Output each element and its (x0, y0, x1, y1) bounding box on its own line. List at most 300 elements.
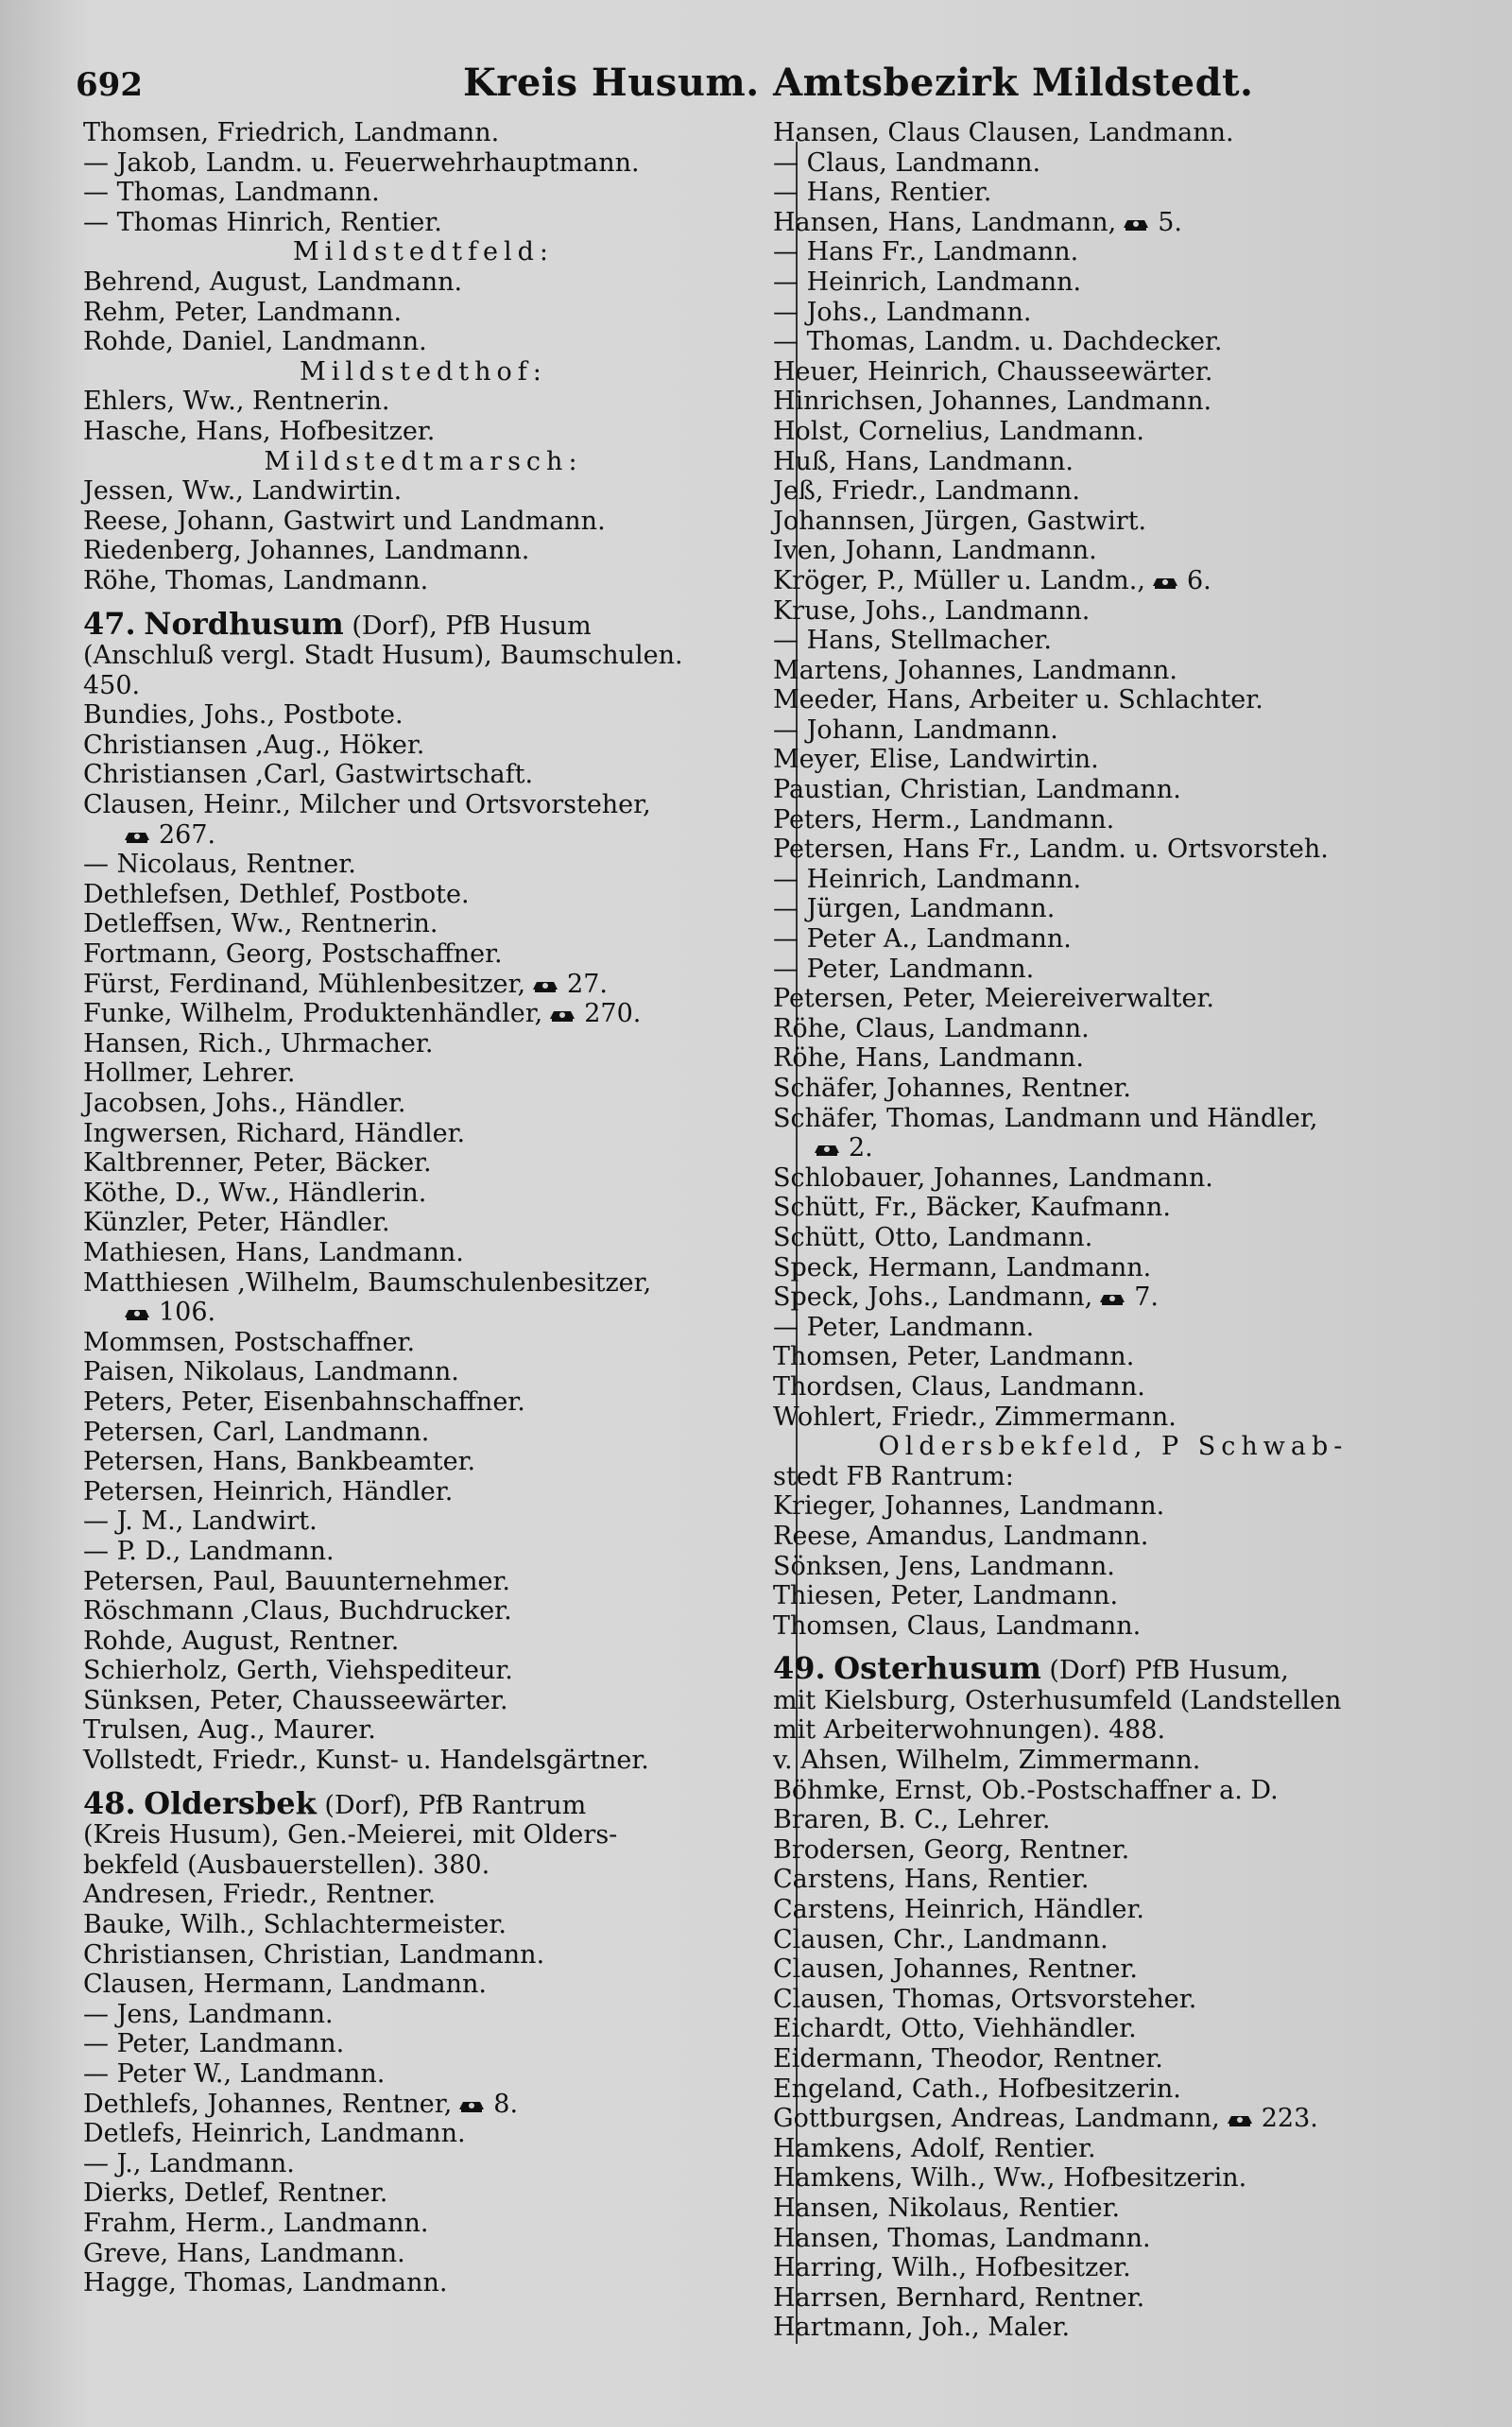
entry-text: Hartmann, Joh., Maler. (773, 2313, 1071, 2343)
directory-entry (83, 1506, 764, 1537)
entry-text: Thomsen, Peter, Landmann. (773, 1342, 1135, 1372)
telephone-icon (1226, 2112, 1254, 2127)
directory-entry (83, 1970, 764, 2000)
entry-text: Sönksen, Jens, Landmann. (773, 1551, 1115, 1581)
entry-text: Andresen, Friedr., Rentner. (83, 1880, 437, 1910)
directory-entry (773, 1954, 1453, 1985)
entry-text: Holst, Cornelius, Landmann. (773, 416, 1144, 446)
entry-text: Matthiesen ,Wilhelm, Baumschulenbesitzer, (83, 1267, 652, 1298)
entry-text: Christiansen ,Carl, Gastwirtschaft. (83, 760, 534, 790)
entry-text: — Claus, Landmann. (773, 147, 1041, 178)
section-place: Nordhusum (144, 605, 344, 642)
entry-text: — Thomas Hinrich, Rentier. (83, 207, 442, 237)
directory-entry (773, 1133, 1453, 1163)
entry-text: Fürst, Ferdinand, Mühlenbesitzer, (83, 969, 526, 999)
entry-text: Clausen, Chr., Landmann. (773, 1924, 1108, 1954)
directory-entry (773, 805, 1453, 835)
directory-entry (773, 1104, 1453, 1134)
directory-entry (773, 1282, 1453, 1313)
telephone-icon (813, 1142, 841, 1157)
directory-entry (83, 1148, 764, 1179)
entry-text: Schütt, Otto, Landmann. (773, 1222, 1093, 1252)
section-desc: (Anschluß vergl. Stadt Husum), Baumschulen. (83, 641, 683, 671)
section-desc: (Kreis Husum), Gen.-Meierei, mit Olders- (83, 1820, 618, 1850)
directory-entry (83, 1537, 764, 1567)
entry-text: Carstens, Hans, Rentier. (773, 1865, 1090, 1895)
directory-entry (83, 1357, 764, 1387)
entry-text: — Heinrich, Landmann. (773, 864, 1082, 894)
directory-entry (773, 387, 1453, 417)
directory-entry (83, 1387, 764, 1418)
entry-text: Mildstedthof: (300, 356, 547, 387)
entry-text: Brodersen, Georg, Rentner. (773, 1834, 1130, 1865)
entry-text: — Nicolaus, Rentner. (83, 850, 356, 880)
entry-text: Hagge, Thomas, Landmann. (83, 2268, 448, 2298)
directory-entry (773, 148, 1453, 179)
directory-entry (83, 1328, 764, 1358)
entry-text: Röschmann ,Claus, Buchdrucker. (83, 1596, 512, 1627)
directory-entry (773, 1403, 1453, 1433)
directory-entry (83, 700, 764, 731)
directory-entry (83, 1029, 764, 1059)
directory-entry (773, 656, 1453, 686)
directory-entry (83, 1686, 764, 1716)
telephone-number: 223. (1261, 2104, 1318, 2134)
directory-entry (773, 894, 1453, 924)
directory-entry (83, 790, 764, 820)
telephone-icon (1151, 575, 1179, 590)
entry-text: Christiansen ,Aug., Höker. (83, 730, 425, 760)
entry-text: — P. D., Landmann. (83, 1536, 335, 1566)
entry-text: Braren, B. C., Lehrer. (773, 1805, 1051, 1835)
section-place: Oldersbek (144, 1784, 317, 1821)
directory-entry (83, 1656, 764, 1686)
directory-entry (773, 2074, 1453, 2105)
entry-text: Dethlefs, Johannes, Rentner, (83, 2089, 453, 2119)
entry-text: Rohde, Daniel, Landmann. (83, 327, 427, 357)
telephone-number: 270. (584, 999, 642, 1029)
directory-entry (773, 1193, 1453, 1223)
entry-text: Röhe, Thomas, Landmann. (83, 565, 429, 595)
entry-text: Petersen, Paul, Bauunternehmer. (83, 1566, 510, 1596)
entry-text: Petersen, Carl, Landmann. (83, 1417, 430, 1447)
section-desc: bekfeld (Ausbauerstellen). 380. (83, 1850, 490, 1880)
directory-entry (773, 1835, 1453, 1866)
directory-entry (773, 1372, 1453, 1403)
directory-entry (773, 536, 1453, 566)
entry-text: Speck, Hermann, Landmann. (773, 1252, 1152, 1282)
directory-entry (773, 1895, 1453, 1925)
entry-text: Thomsen, Friedrich, Landmann. (83, 118, 500, 147)
directory-entry (83, 1298, 764, 1328)
directory-entry (773, 1462, 1453, 1492)
directory-entry (773, 208, 1453, 238)
entry-text: Eidermann, Theodor, Rentner. (773, 2044, 1163, 2074)
directory-entry (83, 1940, 764, 1971)
entry-text: Jeß, Friedr., Landmann. (773, 476, 1080, 507)
entry-text: — Thomas, Landm. u. Dachdecker. (773, 327, 1223, 357)
directory-entry (83, 2119, 764, 2149)
entry-text: Clausen, Hermann, Landmann. (83, 1970, 488, 2000)
right-column (773, 118, 1453, 2343)
entry-text: Behrend, August, Landmann. (83, 267, 463, 297)
entry-text: Harrsen, Bernhard, Rentner. (773, 2282, 1145, 2313)
section-place: Osterhusum (833, 1650, 1041, 1687)
entry-text: Funke, Wilhelm, Produktenhändler, (83, 999, 543, 1029)
entry-text: Hansen, Claus Clausen, Landmann. (773, 118, 1234, 147)
section-47-head (83, 605, 764, 701)
directory-entry (83, 2268, 764, 2298)
directory-entry (83, 298, 764, 328)
section-49-head (773, 1650, 1453, 1746)
entry-text: Petersen, Hans, Bankbeamter. (83, 1447, 476, 1477)
left-entries (83, 118, 764, 596)
entry-text: Wohlert, Friedr., Zimmermann. (773, 1402, 1177, 1432)
entry-text: Kröger, P., Müller u. Landm., (773, 565, 1145, 595)
directory-entry (773, 1014, 1453, 1044)
section-desc: (Dorf), PfB Husum (352, 611, 592, 641)
entry-text: Iven, Johann, Landmann. (773, 536, 1097, 566)
directory-entry (83, 208, 764, 238)
entry-text: Rehm, Peter, Landmann. (83, 297, 403, 327)
entry-text: Gottburgsen, Andreas, Landmann, (773, 2104, 1220, 2134)
directory-entry (773, 2044, 1453, 2074)
entry-text: Carstens, Heinrich, Händler. (773, 1895, 1144, 1925)
directory-entry (773, 327, 1453, 357)
directory-entry (773, 955, 1453, 985)
telephone-icon (123, 829, 151, 844)
entry-text: Sünksen, Peter, Chausseewärter. (83, 1685, 508, 1715)
telephone-number: 5. (1158, 207, 1182, 237)
directory-entry (773, 2014, 1453, 2044)
entry-text: Hansen, Hans, Landmann, (773, 207, 1117, 237)
right-entries (773, 118, 1453, 1641)
entry-text: — Jakob, Landm. u. Feuerwehrhauptmann. (83, 147, 640, 178)
entry-text: Schierholz, Gerth, Viehspediteur. (83, 1656, 513, 1686)
entry-text: Greve, Hans, Landmann. (83, 2238, 405, 2268)
directory-entry (83, 731, 764, 761)
entry-text: Engeland, Cath., Hofbesitzerin. (773, 2074, 1181, 2104)
directory-entry (83, 566, 764, 596)
entry-text: Rohde, August, Rentner. (83, 1626, 400, 1656)
directory-entry (83, 970, 764, 1000)
section-desc: (Dorf), PfB Rantrum (324, 1790, 587, 1820)
entry-text: Christiansen, Christian, Landmann. (83, 1939, 545, 1970)
directory-entry (773, 1985, 1453, 2015)
telephone-icon (123, 1306, 151, 1321)
entry-text: Schlobauer, Johannes, Landmann. (773, 1162, 1213, 1193)
directory-entry (773, 1776, 1453, 1806)
section-desc: (Dorf) PfB Husum, (1049, 1656, 1289, 1686)
entry-text: stedt FB Rantrum: (773, 1461, 1014, 1491)
entry-text: Clausen, Heinr., Milcher und Ortsvorsteher, (83, 790, 651, 820)
entry-text: Ingwersen, Richard, Händler. (83, 1118, 466, 1148)
directory-entry (83, 2209, 764, 2239)
directory-entry (773, 1552, 1453, 1582)
directory-entry (773, 417, 1453, 447)
entry-text: Krieger, Johannes, Landmann. (773, 1491, 1165, 1522)
entry-text: Speck, Johs., Landmann, (773, 1282, 1093, 1313)
directory-entry (773, 2283, 1453, 2314)
directory-entry (773, 2224, 1453, 2254)
entry-text: Bauke, Wilh., Schlachtermeister. (83, 1910, 507, 1940)
directory-entry (773, 1223, 1453, 1253)
entry-text: Petersen, Heinrich, Händler. (83, 1476, 454, 1506)
directory-entry (83, 178, 764, 208)
directory-entry (773, 447, 1453, 477)
entry-text: — Thomas, Landmann. (83, 178, 380, 208)
directory-entry (773, 596, 1453, 627)
entry-text: v. Ahsen, Wilhelm, Zimmermann. (773, 1746, 1201, 1776)
section-number: 49. (773, 1650, 826, 1687)
directory-entry (83, 1089, 764, 1119)
directory-entry (773, 626, 1453, 656)
entry-text: Frahm, Herm., Landmann. (83, 2208, 429, 2238)
directory-entry (83, 1238, 764, 1268)
directory-entry (83, 2239, 764, 2269)
directory-entry (773, 357, 1453, 387)
directory-entry (773, 1491, 1453, 1522)
entry-text: — Johann, Landmann. (773, 714, 1058, 745)
entry-text: Clausen, Johannes, Rentner. (773, 1954, 1138, 1985)
directory-entry (773, 1925, 1453, 1955)
entry-text: Clausen, Thomas, Ortsvorsteher. (773, 1984, 1197, 2014)
entry-text: Jacobsen, Johs., Händler. (83, 1089, 406, 1118)
directory-entry (83, 2000, 764, 2030)
directory-entry (773, 1746, 1453, 1776)
directory-entry (773, 178, 1453, 208)
directory-entry (83, 148, 764, 179)
directory-entry (83, 1627, 764, 1657)
section-48-head (83, 1784, 764, 1881)
directory-entry (83, 1447, 764, 1477)
directory-entry (773, 2134, 1453, 2164)
entry-text: Johannsen, Jürgen, Gastwirt. (773, 506, 1147, 536)
entry-text: Mildstedtmarsch: (264, 446, 583, 476)
directory-entry (83, 327, 764, 357)
entry-text: — J., Landmann. (83, 2148, 295, 2178)
directory-entry (83, 1567, 764, 1597)
directory-entry (83, 476, 764, 507)
entry-text: Dethlefsen, Dethlef, Postbote. (83, 879, 470, 909)
directory-entry (83, 820, 764, 851)
directory-entry (773, 685, 1453, 715)
directory-entry (83, 2059, 764, 2090)
directory-entry (773, 2313, 1453, 2343)
entry-text: Eichardt, Otto, Viehhändler. (773, 2014, 1137, 2044)
directory-entry (773, 1313, 1453, 1343)
directory-entry (83, 760, 764, 790)
entry-text: Paisen, Nikolaus, Landmann. (83, 1357, 459, 1387)
directory-entry (83, 536, 764, 566)
section-47-entries (83, 700, 764, 1775)
entry-text: Hamkens, Adolf, Rentier. (773, 2133, 1096, 2163)
entry-text: Künzler, Peter, Händler. (83, 1208, 390, 1238)
entry-text: — Jürgen, Landmann. (773, 894, 1056, 924)
entry-text: Martens, Johannes, Landmann. (773, 655, 1177, 685)
entry-text: Reese, Amandus, Landmann. (773, 1521, 1149, 1551)
entry-text: Röhe, Claus, Landmann. (773, 1013, 1090, 1043)
section-49-entries (773, 1746, 1453, 2343)
telephone-number: 7. (1134, 1282, 1160, 1313)
directory-entry (773, 715, 1453, 746)
entry-text: Hansen, Nikolaus, Rentier. (773, 2193, 1121, 2223)
directory-entry (83, 1268, 764, 1299)
entry-text: Riedenberg, Johannes, Landmann. (83, 536, 530, 566)
entry-text: 2. (849, 1133, 873, 1163)
directory-entry (773, 1522, 1453, 1552)
directory-entry (773, 2163, 1453, 2194)
entry-text: Meyer, Elise, Landwirtin. (773, 745, 1099, 775)
subsection-heading (83, 237, 764, 267)
entry-text: Fortmann, Georg, Postschaffner. (83, 939, 503, 970)
section-desc: mit Kielsburg, Osterhusumfeld (Landstellen (773, 1685, 1342, 1715)
directory-entry (83, 2149, 764, 2179)
entry-text: Thomsen, Claus, Landmann. (773, 1610, 1142, 1641)
subsection-heading (83, 447, 764, 477)
entry-text: — Peter, Landmann. (773, 954, 1035, 984)
directory-entry (773, 1865, 1453, 1895)
entry-text: Mildstedtfeld: (292, 237, 554, 267)
entry-text: Hollmer, Lehrer. (83, 1059, 296, 1089)
entry-text: Heuer, Heinrich, Chausseewärter. (773, 356, 1213, 387)
directory-entry (773, 1342, 1453, 1372)
directory-entry (773, 267, 1453, 298)
directory-entry (773, 2104, 1453, 2134)
directory-entry (773, 1163, 1453, 1194)
entry-text: Peters, Herm., Landmann. (773, 804, 1115, 835)
entry-text: Röhe, Hans, Landmann. (773, 1043, 1084, 1074)
directory-entry (773, 237, 1453, 267)
entry-text: Mathiesen, Hans, Landmann. (83, 1237, 464, 1267)
directory-entry (83, 1880, 764, 1910)
telephone-icon (1098, 1291, 1126, 1306)
entry-text: Hansen, Rich., Uhrmacher. (83, 1028, 434, 1059)
directory-entry (83, 1477, 764, 1507)
entry-text: Peters, Peter, Eisenbahnschaffner. (83, 1386, 525, 1417)
entry-text: Detlefs, Heinrich, Landmann. (83, 2119, 466, 2149)
directory-entry (773, 984, 1453, 1014)
directory-entry (773, 1253, 1453, 1283)
entry-text: Schäfer, Johannes, Rentner. (773, 1074, 1131, 1103)
subsection-heading (773, 1432, 1453, 1462)
directory-entry (83, 1746, 764, 1776)
entry-text: — J. M., Landwirt. (83, 1506, 318, 1537)
entry-text: — Hans, Stellmacher. (773, 626, 1052, 656)
entry-text: 267. (159, 819, 216, 850)
entry-text: Schütt, Fr., Bäcker, Kaufmann. (773, 1193, 1171, 1223)
section-desc: mit Arbeiterwohnungen). 488. (773, 1715, 1166, 1746)
directory-entry (773, 1074, 1453, 1104)
directory-entry (83, 1179, 764, 1209)
entry-text: Paustian, Christian, Landmann. (773, 775, 1181, 805)
directory-entry (773, 507, 1453, 537)
running-head: Kreis Husum. Amtsbezirk Mildstedt. (463, 60, 1254, 105)
directory-entry (83, 1910, 764, 1940)
directory-entry (83, 507, 764, 537)
directory-entry (83, 1418, 764, 1448)
entry-text: Thiesen, Peter, Landmann. (773, 1581, 1119, 1611)
entry-text: — Johs., Landmann. (773, 297, 1032, 327)
page-header (76, 55, 1455, 108)
directory-entry (773, 835, 1453, 865)
section-desc: 450. (83, 670, 141, 700)
directory-entry (773, 1581, 1453, 1611)
entry-text: Hinrichsen, Johannes, Landmann. (773, 387, 1212, 417)
section-number: 47. (83, 605, 136, 642)
entry-text: Jessen, Ww., Landwirtin. (83, 476, 403, 507)
directory-entry (83, 880, 764, 910)
directory-entry (83, 2178, 764, 2209)
entry-text: Kaltbrenner, Peter, Bäcker. (83, 1148, 432, 1179)
section-number: 48. (83, 1784, 136, 1821)
entry-text: Detleffsen, Ww., Rentnerin. (83, 909, 438, 939)
directory-entry (773, 1043, 1453, 1074)
entry-text: Köthe, D., Ww., Händlerin. (83, 1178, 427, 1208)
entry-text: Böhmke, Ernst, Ob.-Postschaffner a. D. (773, 1775, 1279, 1805)
directory-entry (83, 1208, 764, 1238)
entry-text: Petersen, Hans Fr., Landm. u. Ortsvorsteh. (773, 835, 1329, 865)
entry-text: Harring, Wilh., Hofbesitzer. (773, 2253, 1131, 2283)
directory-entry (773, 118, 1453, 148)
directory-entry (773, 1805, 1453, 1835)
directory-entry (83, 417, 764, 447)
entry-text: Trulsen, Aug., Maurer. (83, 1715, 376, 1746)
directory-entry (83, 267, 764, 298)
telephone-icon (531, 978, 559, 993)
telephone-icon (457, 2098, 486, 2113)
entry-text: Hamkens, Wilh., Ww., Hofbesitzerin. (773, 2163, 1247, 2194)
entry-text: Ehlers, Ww., Rentnerin. (83, 387, 390, 417)
directory-entry (773, 924, 1453, 955)
entry-text: — Hans Fr., Landmann. (773, 237, 1079, 267)
directory-entry (83, 118, 764, 148)
entry-text: — Peter A., Landmann. (773, 924, 1072, 955)
entry-text: — Peter, Landmann. (83, 2029, 345, 2059)
entry-text: Bundies, Johs., Postbote. (83, 700, 404, 731)
directory-entry (773, 566, 1453, 596)
directory-entry (773, 775, 1453, 805)
section-48-entries (83, 1880, 764, 2298)
directory-entry (83, 939, 764, 970)
telephone-number: 6. (1186, 565, 1211, 595)
left-column (83, 118, 764, 2298)
telephone-number: 8. (493, 2089, 519, 2119)
page-number: 692 (76, 66, 143, 104)
entry-text: Schäfer, Thomas, Landmann und Händler, (773, 1103, 1318, 1133)
telephone-number: 27. (567, 969, 608, 999)
directory-entry (83, 1596, 764, 1627)
entry-text: 106. (159, 1298, 216, 1328)
entry-text: Thordsen, Claus, Landmann. (773, 1371, 1145, 1402)
entry-text: Hansen, Thomas, Landmann. (773, 2223, 1151, 2253)
entry-text: Reese, Johann, Gastwirt und Landmann. (83, 506, 606, 536)
entry-text: — Hans, Rentier. (773, 178, 992, 208)
entry-text: Mommsen, Postschaffner. (83, 1327, 416, 1357)
directory-entry (83, 850, 764, 880)
directory-entry (83, 387, 764, 417)
directory-entry (773, 745, 1453, 775)
entry-text: Huß, Hans, Landmann. (773, 446, 1074, 476)
directory-entry (773, 2253, 1453, 2283)
directory-entry (83, 2029, 764, 2059)
subsection-heading (83, 357, 764, 387)
entry-text: Dierks, Detlef, Rentner. (83, 2178, 388, 2209)
telephone-icon (1122, 216, 1150, 232)
entry-text: — Heinrich, Landmann. (773, 267, 1082, 297)
directory-entry (83, 1059, 764, 1089)
telephone-icon (548, 1007, 576, 1023)
